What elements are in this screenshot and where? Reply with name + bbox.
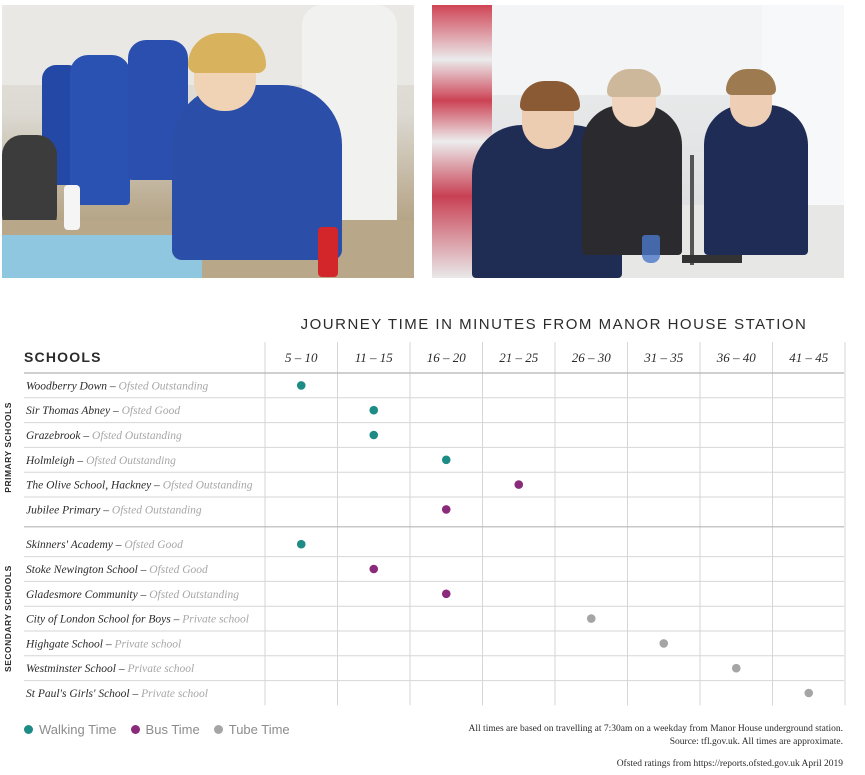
journey-marker-bus [442,590,451,599]
legend-dot-walking [24,725,33,734]
school-name: Woodberry Down – [26,380,119,393]
chart-legend [24,722,290,737]
column-header: 5 – 10 [285,350,318,365]
school-name: City of London School for Boys – [26,613,183,626]
school-rating: Ofsted Outstanding [118,380,209,393]
group-label: PRIMARY SCHOOLS [3,402,13,493]
school-name: Stoke Newington School – [26,564,150,576]
legend-dot-bus [131,725,140,734]
legend-item-bus [131,722,200,737]
school-rows [25,380,253,700]
column-header: 21 – 25 [499,350,539,365]
journey-marker-bus [369,565,378,574]
journey-marker-walking [297,381,306,390]
column-header: 16 – 20 [426,350,466,365]
school-name: The Olive School, Hackney – [26,479,163,492]
column-header: 41 – 45 [789,350,829,365]
journey-marker-walking [442,456,451,465]
school-rating: Private school [114,638,182,651]
journey-marker-tube [732,664,741,673]
school-rating: Ofsted Outstanding [86,454,176,467]
school-name: Grazebrook – [26,430,93,442]
time-column-headers [285,350,829,365]
journey-marker-tube [659,639,668,648]
journey-marker-bus [514,480,523,489]
school-name: Holmleigh – [26,454,87,467]
school-rating: Ofsted Outstanding [149,588,239,601]
table-row-label [26,380,209,392]
school-rating: Ofsted Good [121,405,181,418]
journey-marker-walking [369,431,378,440]
school-name: Sir Thomas Abney – [26,405,122,418]
school-name: Gladesmore Community – [26,588,150,601]
school-rating: Ofsted Good [149,564,208,576]
footnote-source: Source: tfl.gov.uk. All times are approximate. [669,737,843,747]
footnote-ofsted: Ofsted ratings from https://reports.ofsted.gov.uk April 2019 [616,759,843,769]
legend-item-walking [24,722,117,737]
table-row-label [25,455,176,467]
legend-label-bus: Bus Time [145,722,200,737]
table-row-label [26,564,208,576]
school-rating: Ofsted Outstanding [162,479,253,492]
table-row-label [26,663,194,675]
group-label: SECONDARY SCHOOLS [3,565,13,672]
schools-column-header: SCHOOLS [24,349,102,365]
school-name: St Paul's Girls' School – [26,688,142,700]
legend-item-tube [214,722,290,737]
table-row-label [26,539,183,551]
legend-dot-tube [214,725,223,734]
column-header: 31 – 35 [644,350,684,365]
column-header: 11 – 15 [354,350,393,365]
school-name: Jubilee Primary – [26,504,112,517]
table-row-label [26,430,182,442]
school-group-labels [3,402,13,672]
column-header: 26 – 30 [571,350,611,365]
journey-marker-tube [587,614,596,623]
journey-marker-bus [442,505,451,514]
table-row-label [26,480,253,492]
journey-marker-walking [369,406,378,415]
school-name: Skinners' Academy – [26,539,125,552]
column-header: 36 – 40 [716,350,756,365]
footnote-travel-basis: All times are based on travelling at 7:30am on a weekday from Manor House underground station. [468,724,843,734]
school-rating: Ofsted Outstanding [111,504,202,517]
table-row-label [25,638,181,650]
journey-marker-walking [297,540,306,549]
school-name: Westminster School – [26,663,128,676]
chart-title: JOURNEY TIME IN MINUTES FROM MANOR HOUSE STATION [300,316,808,333]
legend-label-tube: Tube Time [228,722,290,737]
school-rating: Private school [141,688,208,700]
table-row-label [26,589,239,601]
school-name: Highgate School – [26,638,115,651]
school-rating: Ofsted Good [124,539,183,552]
school-rating: Private school [182,613,249,626]
table-row-label [26,614,249,626]
journey-marker-tube [804,689,813,698]
school-rating: Private school [127,663,195,676]
school-rating: Ofsted Outstanding [92,430,182,442]
table-row-label [26,688,208,700]
table-row-label [26,504,202,516]
grid-lines [24,342,845,705]
legend-label-walking: Walking Time [39,722,117,737]
table-row-label [26,405,180,417]
